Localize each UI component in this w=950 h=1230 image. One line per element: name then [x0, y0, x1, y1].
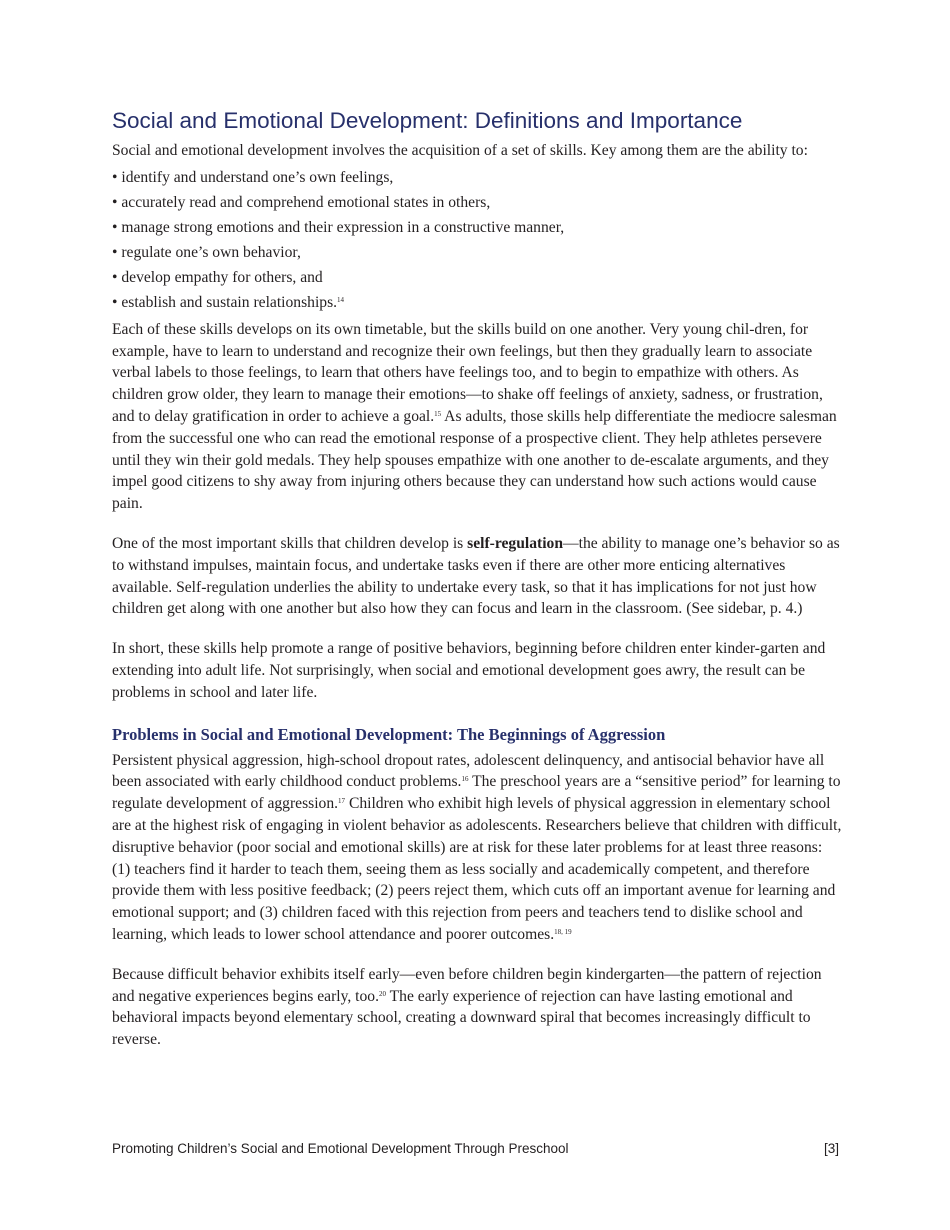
skills-list	[112, 165, 842, 315]
footnote-ref: 20	[379, 989, 387, 998]
page-content	[112, 106, 842, 1051]
paragraph-text: As adults, those skills help differentiate the mediocre salesman from the successful one who can read the emotional response of a prospective client. They help athletes persevere until they win their gold medals. They help spouses empathize with one another to de-escalate arguments, and they impel good citizens to shy away from injuring others because they can understand how such actions would cause pain.	[112, 407, 837, 513]
page-footer	[112, 1141, 839, 1156]
list-item: • accurately read and comprehend emotional states in others,	[112, 193, 491, 211]
footnote-ref: 17	[338, 797, 346, 806]
list-item: • regulate one’s own behavior,	[112, 243, 301, 261]
paragraph-aggression	[112, 750, 842, 946]
paragraph-text: —the ability to manage one’s behavior so as to withstand impulses, maintain focus, and undertake tasks even if there are other more enticing alternatives available. Self-regulation underlies the ability to undertake every task, so that it has implications for not just how children get along with one another but also how they can focus and learn in the classroom. (See sidebar, p. 4.)	[112, 534, 840, 618]
paragraph-self-regulation	[112, 533, 842, 620]
list-item: • manage strong emotions and their expression in a constructive manner,	[112, 218, 565, 236]
footnote-ref: 15	[434, 409, 442, 418]
paragraph-rejection	[112, 964, 842, 1051]
list-item-text: • establish and sustain relationships.	[112, 293, 338, 311]
list-item: • develop empathy for others, and	[112, 268, 323, 286]
paragraph-skills-timetable	[112, 319, 842, 515]
intro-paragraph: Social and emotional development involves the acquisition of a set of skills. Key among them are the ability to:	[112, 142, 808, 159]
section-title-definitions: Social and Emotional Development: Definitions and Importance	[112, 108, 743, 133]
list-item: • identify and understand one’s own feelings,	[112, 168, 394, 186]
paragraph-text: Persistent physical aggression, high-school dropout rates, adolescent delinquency, and antisocial behavior have all been associated with early childhood conduct problems.	[112, 751, 825, 791]
footnote-ref: 14	[337, 295, 345, 304]
page-number: [3]	[823, 1141, 839, 1156]
paragraph-text: The early experience of rejection can have lasting emotional and behavioral impacts beyond elementary school, creating a downward spiral that becomes increasingly difficult to reverse.	[112, 987, 811, 1049]
paragraph-text: The preschool years are a “sensitive period” for learning to regulate development of aggression.	[112, 773, 841, 813]
paragraph-text: Each of these skills develops on its own timetable, but the skills build on one another. Very young chil-dren, for example, have to learn to understand and recognize their own feelings, but then they gradually learn to associate verbal labels to those feelings, to learn that others have feelings too, and to begin to empathize with others. As children grow older, they learn to manage their emotions—to shake off feelings of anxiety, sadness, or frustration, and to delay gratification in order to achieve a goal.	[112, 320, 823, 425]
section-title-aggression: Problems in Social and Emotional Development: The Beginnings of Aggression	[112, 724, 666, 744]
footer-title: Promoting Children’s Social and Emotional Development Through Preschool	[112, 1141, 569, 1156]
footnote-ref: 18, 19	[554, 927, 572, 936]
paragraph-in-short: In short, these skills help promote a range of positive behaviors, beginning before children enter kinder-garten and extending into adult life. Not surprisingly, when social and emotional development goes awry, the result can be problems in school and later life.	[112, 640, 826, 701]
list-item	[112, 290, 842, 315]
footnote-ref: 16	[461, 775, 469, 784]
paragraph-text: Children who exhibit high levels of physical aggression in elementary school are at the highest risk of engaging in violent behavior as adolescents. Researchers believe that children with difficult, disruptive behavior (poor social and emotional skills) are at risk for these later problems for at least three reasons: (1) teachers find it harder to teach them, seeing them as less socially and academically competent, and therefore provide them with less positive feedback; (2) peers reject them, which cuts off an important avenue for learning and emotional support; and (3) children faced with this rejection from peers and teachers tend to dislike school and learning, which leads to lower school attendance and poorer outcomes.	[112, 795, 842, 943]
paragraph-text: Because difficult behavior exhibits itself early—even before children begin kindergarten—the pattern of rejection and negative experiences begins early, too.	[112, 965, 822, 1005]
paragraph-text: One of the most important skills that children develop is	[112, 534, 468, 552]
bold-term: self-regulation	[467, 534, 564, 552]
